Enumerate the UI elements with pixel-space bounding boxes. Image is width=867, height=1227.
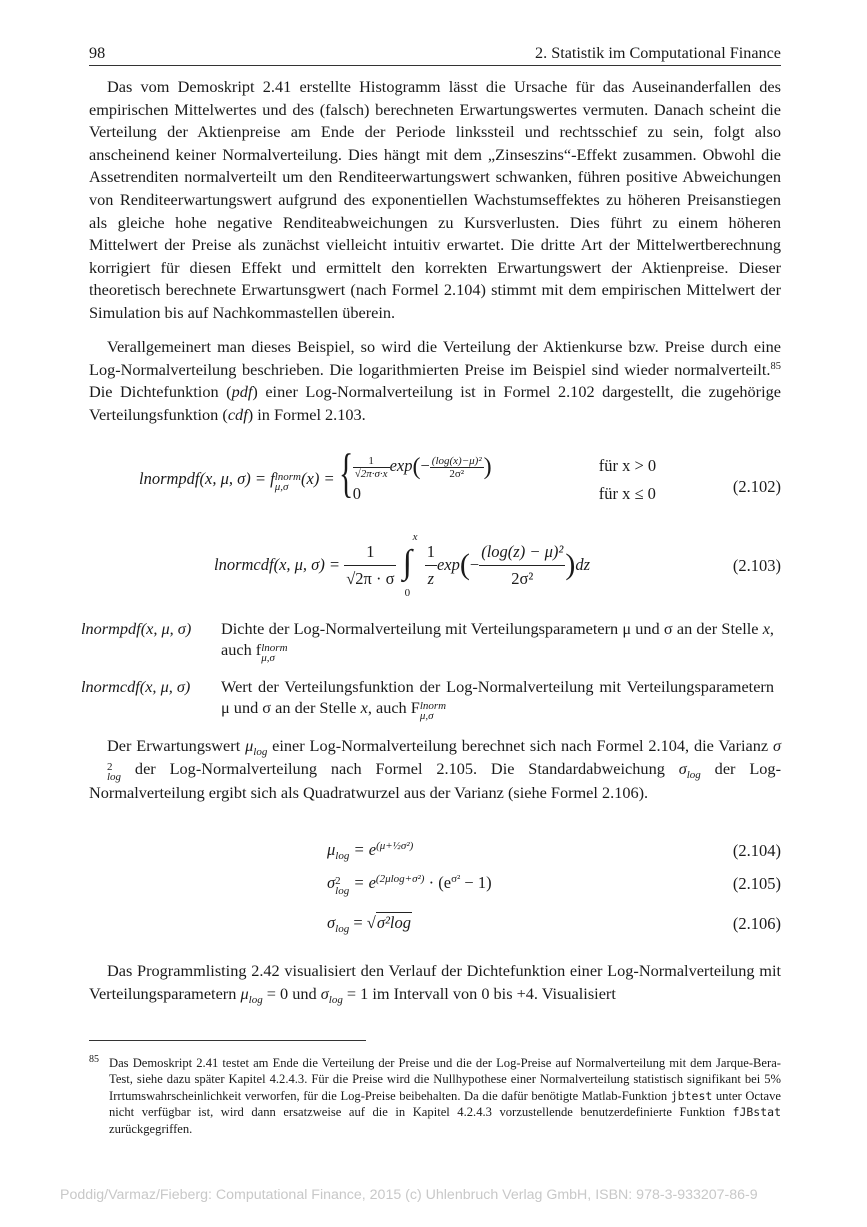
text-span: , auch f	[221, 619, 774, 659]
subscript: log	[335, 923, 350, 935]
chapter-title: 2. Statistik im Computational Finance	[535, 44, 781, 62]
text-span: der Log-Normalverteilung ergibt sich als Quadratwurzel aus der Varianz (siehe Formel 2.106).	[89, 758, 781, 802]
text-span: zurückgegriffen.	[109, 1121, 193, 1136]
paragraph-histogram: Das vom Demoskript 2.41 erstellte Histogramm lässt die Ursache für das Auseinanderfallen des empirischen Mittelwertes und des (falsch) berechneten Erwartungswertes vermuten. Danach scheint die Verteilung der Aktienpreise am Ende der Periode linkssteil und rechtsschief zu sein, folgt also anscheinend keiner Normalverteilung. Dies hängt mit dem „Zinseszins“-Effekt zusammen. Obwohl die Assetrenditen normalverteilt um den Renditeerwartungswert schwanken, führen positive Abweichungen von Renditeerwartungswert aufgrund des exponentiellen Wachstumseffektes zu höheren Preisanstiegen als gleiche hohe negative Renditeabweichungen zu Kursverlusten. Dies führt zu einem höheren Mittelwert der Preise als zunächst vielleicht intuitiv erwartet. Die dritte Art der Mittelwertberechnung korrigiert für diesen Effekt und ermittelt den korrekten Erwartungswert der Aktienpreise. Dieser theoretisch berechnete Erwartunsgwert (nach Formel 2.104) stimmt mit dem empirischen Mittelwert der Simulation bis auf Nachkommastellen überein.	[89, 77, 781, 322]
equation-number: (2.103)	[732, 556, 781, 575]
text-span: Das Programmlisting 2.42 visualisiert den Verlauf der Dichtefunktion einer Log-Normalverteilung mit Verteilungsparametern	[89, 961, 781, 1003]
superscript: lnorm	[261, 642, 288, 654]
text-span: der Log-Normalverteilung nach Formel 2.105. Die Standardabweichung	[121, 758, 679, 778]
equation-2-106	[327, 913, 412, 933]
exp-fn: exp	[436, 555, 460, 574]
eq-lhs: lnormpdf(x, μ, σ) = f	[139, 468, 275, 488]
square-root: √σ²log	[366, 913, 411, 932]
text-span: unter Octave nicht verfügbar ist, wird dann ersatzweise auf die in Kapitel 4.2.4.3 vorzustellende benutzerdefinierte Funktion	[109, 1088, 781, 1120]
footnote-divider	[89, 1040, 366, 1041]
differential: dz	[575, 555, 590, 574]
upper-limit: x	[412, 531, 418, 543]
pdf-abbrev: pdf	[231, 382, 253, 402]
equation-number: (2.104)	[732, 841, 781, 860]
text-span: Wert der Verteilungsfunktion der Log-Normalverteilung mit Verteilungsparametern μ und σ an der Stelle	[221, 677, 774, 717]
text-span: einer Log-Normalverteilung berechnet sich nach Formel 2.104, die Varianz	[267, 736, 773, 755]
text-span: Der Erwartungswert	[107, 736, 246, 755]
subscript: log	[686, 768, 701, 781]
case-nonpositive	[353, 480, 693, 508]
paragraph-lognormal-intro	[89, 336, 781, 426]
numerator: (log(z) − μ)²	[479, 539, 565, 566]
numerator: (log(x)−μ)²	[431, 454, 482, 467]
text-span: Das Demoskript 2.41 testet am Ende die Verteilung der Preise und die der Log-Preise auf Normalverteilung mit dem Jarque-Bera-Test, siehe dazu später Kapitel 4.2.4.3. Für die Preise wird die Nullhypothese einer Normalverteilung statistisch signifikant bei 5% Irrtumswahrscheinlichkeit verworfen, für die Log-Preise beibehalten. Da die dafür benötigte Matlab-Funktion	[109, 1056, 781, 1103]
definition-desc	[221, 618, 774, 663]
superscript: 2	[335, 875, 341, 887]
eq-lhs: σ	[327, 913, 336, 932]
footnote-mark: 85	[89, 1054, 99, 1065]
exponent: (2μlog+σ²)	[375, 873, 425, 885]
footnote-text	[109, 1055, 781, 1137]
subscript: log	[335, 885, 350, 897]
mu-symbol: μ	[245, 736, 254, 755]
superscript: 2	[107, 760, 113, 773]
definition-desc	[221, 676, 774, 721]
equation-2-102	[139, 443, 693, 508]
denominator: √2π·σ·x	[354, 467, 388, 480]
subscript: log	[248, 993, 263, 1006]
text-span: , auch F	[367, 698, 420, 717]
integrand-fraction	[425, 539, 437, 592]
exponent: (μ+½σ²)	[376, 840, 414, 852]
equation-number: (2.105)	[732, 874, 781, 893]
footnote-ref-85[interactable]: 85	[770, 360, 781, 372]
eq-lhs: μ	[327, 840, 336, 859]
equation-2-105	[327, 873, 492, 896]
sigma-symbol: σ	[678, 758, 687, 778]
denominator: √2π · σ	[346, 568, 395, 588]
footnote-85	[89, 1055, 781, 1137]
variable-x: x	[762, 619, 770, 638]
text-span: ) in Formel 2.103.	[247, 404, 366, 424]
case-positive: $\frac{1}{√2\pi\cdot\sigma\cdot x}$ exp(− $\frac{\text{(log(x)−μ)²}}{\text{2σ²}}$ ) für x > 0	[353, 452, 693, 480]
code-fjbstat: fJBstat	[732, 1105, 781, 1120]
text-span: ) einer Log-Normalverteilung ist in Formel 2.102 dargestellt, die zugehörige Verteilungsfunktion (	[89, 382, 781, 424]
superscript: lnorm	[419, 700, 447, 712]
coef-fraction	[344, 539, 396, 592]
subscript: log	[107, 770, 122, 783]
paragraph-expectation	[89, 735, 781, 804]
equation-number: (2.102)	[732, 477, 781, 496]
case-value: 0	[352, 484, 361, 503]
equation-2-104	[327, 840, 413, 860]
page-number: 98	[89, 44, 106, 62]
exponent-fraction	[479, 539, 565, 592]
subscript: log	[328, 993, 343, 1006]
text-span: Dichte der Log-Normalverteilung mit Verteilungsparametern μ und σ an der Stelle	[221, 619, 763, 638]
variable-x: x	[360, 698, 368, 717]
eq-rhs: = e	[353, 873, 376, 892]
code-jbtest: jbtest	[670, 1088, 713, 1103]
denominator: z	[427, 568, 435, 588]
condition: für x ≤ 0	[598, 484, 656, 503]
definition-term: lnormpdf(x, μ, σ)	[81, 619, 192, 638]
sigma-symbol: σ	[320, 983, 329, 1003]
exponent-fraction	[430, 455, 484, 480]
eq-lhs: σ	[327, 873, 336, 892]
condition: für x > 0	[598, 456, 657, 475]
eq-tail: · (e	[424, 873, 452, 892]
superscript: lnorm	[274, 470, 301, 483]
eq-lhs: lnormcdf(x, μ, σ) =	[214, 555, 341, 574]
subscript: log	[253, 746, 268, 758]
text-span: = 1 im Intervall von 0 bis +4. Visualisiert	[342, 983, 616, 1003]
mu-symbol: μ	[240, 983, 249, 1003]
cases-block	[338, 443, 693, 508]
denominator: 2σ²	[449, 467, 465, 480]
eq-tail-end: − 1)	[460, 873, 492, 892]
subscript: μ,σ	[274, 480, 289, 493]
running-header	[89, 43, 781, 66]
denominator: 2σ²	[511, 568, 534, 588]
equation-2-103: lnormcdf(x, μ, σ) = $\frac{1}{√2\pi \cdot \sigma}$ ∫ x 0 $\frac{1}{z}$ exp(− $\frac{\text{(log(z) − μ)²}}{\text{2σ²}}$ )dz	[214, 531, 590, 599]
definition-term: lnormcdf(x, μ, σ)	[81, 677, 191, 696]
subscript: μ,σ	[419, 710, 434, 722]
exp-fn: exp	[389, 456, 413, 475]
coef-fraction	[353, 455, 390, 480]
integral-sign: ∫ x 0	[402, 531, 418, 599]
numerator: 1	[344, 539, 396, 566]
subscript: μ,σ	[261, 652, 275, 664]
lower-limit: 0	[404, 587, 411, 599]
sigma-symbol: σ	[772, 736, 781, 755]
text-span: = 0 und	[262, 983, 321, 1003]
paragraph-program-listing	[89, 960, 781, 1005]
subscript: log	[335, 850, 350, 862]
equation-number: (2.106)	[732, 914, 781, 933]
copyright-watermark: Poddig/Varmaz/Fieberg: Computational Finance, 2015 (c) Uhlenbruch Verlag GmbH, ISBN: 978-3-933207-86-9	[60, 1187, 758, 1203]
text-span: Verallgemeinert man dieses Beispiel, so wird die Verteilung der Aktienkurse bzw. Preise durch eine Log-Normalverteilung beschrieben. Die logarithmierten Preise im Beispiel sind wieder normalverteilt.	[89, 337, 781, 379]
eq-arg: (x) =	[301, 468, 335, 488]
exponent: σ²	[451, 873, 461, 885]
radicand: σ²log	[376, 913, 411, 932]
eq-rhs: =	[353, 913, 363, 932]
left-brace: {	[338, 443, 353, 503]
cdf-abbrev: cdf	[227, 404, 248, 424]
text-span: Die Dichtefunktion (	[89, 382, 232, 402]
eq-rhs: = e	[353, 840, 377, 859]
numerator: 1	[425, 539, 437, 566]
numerator: 1	[353, 455, 390, 468]
